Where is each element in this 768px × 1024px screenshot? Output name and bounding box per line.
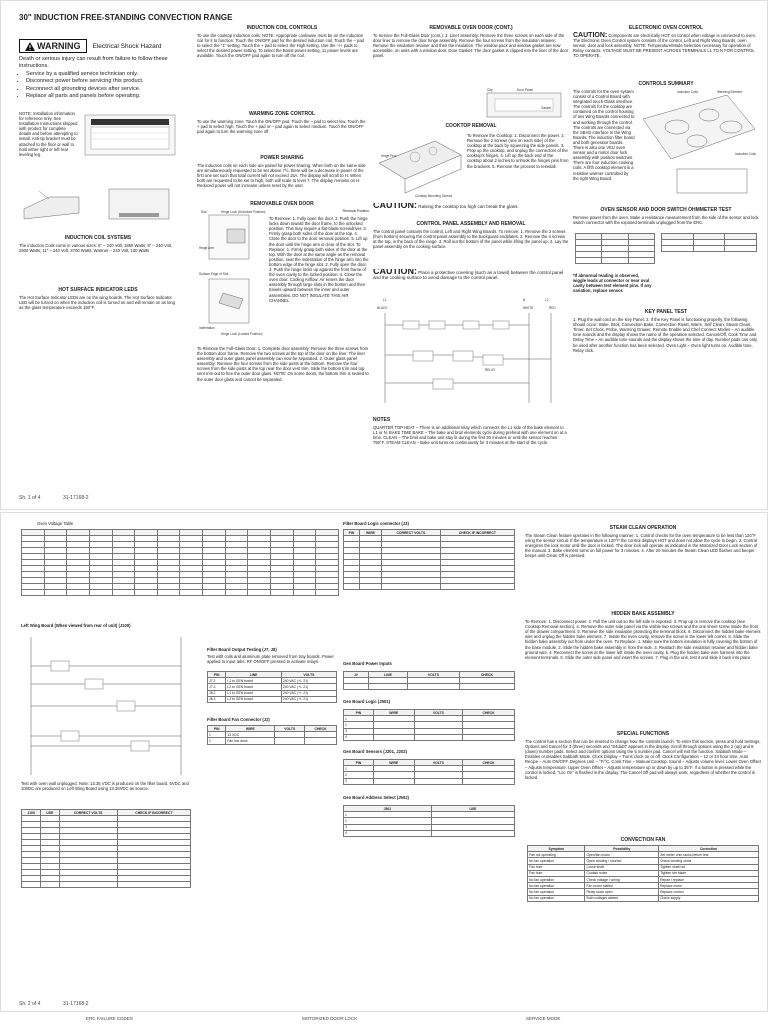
table-cell: Tighten shaft nut <box>659 864 759 870</box>
gen-sensors-table: PIN WIRE VOLTS CHECK 1 2 3 <box>343 759 515 785</box>
table-cell: Relay stuck open <box>585 889 659 895</box>
section-heading: SERVICE MODE <box>526 1016 561 1021</box>
shock-hazard-label: Electrical Shock Hazard <box>92 42 162 50</box>
warning-item: • Disconnect power before servicing this product. <box>26 78 174 85</box>
table-header: CORRECT VOLTS <box>59 810 117 816</box>
warming-zone-control: WARMING ZONE CONTROL To use the warming zone: Touch the ON/OFF pad. Touch the – pad to select low. Touch the + pad to select high. Touch the + pad or – pad again to select medium. Touch the ON/OFF pad again to turn the warming zone off. <box>197 111 366 135</box>
section-heading: STEAM CLEAN OPERATION <box>609 525 677 531</box>
wire-label: L2 <box>545 298 549 302</box>
table-cell <box>59 882 117 888</box>
coil-label: Warming Element <box>717 90 743 94</box>
table-header: PIN <box>344 530 360 536</box>
section-heading: CONVECTION FAN <box>620 837 666 843</box>
induction-coil-controls: INDUCTION COIL CONTROLS To use the cooktop induction coils: NOTE: Appropriate cookware must be on the induction coil for it to function. Touch the ON/OFF pad for the desired induction coil. Touch the – pad to select the "1" setting. Touch the + pad to select the High setting. Use the –/+ pads to select the desired power setting. To select the Boost power setting, 11 power levels are available. Touch the ON/OFF pad again to turn off the coil. <box>197 23 367 107</box>
left-wing-text: Test with oven wall unplugged. Note: 13.35 VDC is produced on the filter board. 5VDC and 100DC are produced on Left Wing Board using 13.35VDC as source. <box>21 781 189 792</box>
induction-coil-systems: INDUCTION COIL SYSTEMS The induction Coils come in various sizes: 6" – 240 Volt, 1850 Watts; 8" – 240 Volt, 2500 Watts; 11" – 240 Volt, 3700 Watts; Warmer – 240 Volt, 100 Watts <box>19 233 177 281</box>
table-header: Possibility <box>585 846 659 852</box>
table-row: 1 13 VDC <box>208 732 337 738</box>
table-cell <box>22 882 41 888</box>
control-panel-assembly: CONTROL PANEL ASSEMBLY AND REMOVAL The control panel contains the control, Left and Right Wing Boards. To remove: 1. Remove the 2 screws (from bottom) securing the control panel assembly to the backguard endplates. 2. Remove the 4 screws at the top, in the back of the range. 3. Roll out the bottom of the panel while lifting the panel up. 4. Lay the panel assembly on the cooking surface. <box>373 221 569 250</box>
section-heading: POWER SHARING <box>260 155 304 161</box>
section-heading: MOTORIZED DOOR LOCK <box>302 1016 358 1021</box>
warning-item: • Reconnect all grounding devices after service. <box>26 86 174 93</box>
table-cell: Open/fan motor <box>585 852 659 858</box>
door-label: Hinge Lock (Unlocked Position) <box>221 210 266 214</box>
steam-clean-operation: STEAM CLEAN OPERATION The Steam Clean feature operates in the following manner: 1. Control checks for the oven temperature to be less than 120°F using the sensor circuit. If the temperature is 120°F the control displays HOT and does not allow the cycle to begin. 2. Control energizes the lock motor until the door is locked. The door lock will operate as indicated in the Motorized Door Lock section of the manual. 3. Bake element turns on full power for 3 minutes. 4. After 20 minutes the Steam Clean LED flashes and beeper beeps until Clean Off is pressed. <box>525 523 761 605</box>
table-header: CORRECT VOLTS <box>381 530 440 536</box>
electronic-oven-control: ELECTRONIC OVEN CONTROL CAUTION: Components are electrically HOT on control when voltage is connected to oven. The Electronic Oven Control system consists of the control, Left and Right Wing Boards, oven sensor, door and lock assembly. NOTE: Temperature/Mode Selection necessary for operation of Relay contacts. VOLTAGE MUST BE PRESENT ACROSS TERMINALS L1 TO N FOR CONTROL TO OPERATE. <box>573 23 759 77</box>
section-heading: INDUCTION COIL CONTROLS <box>246 25 318 31</box>
hot-surface-leds: HOT SURFACE INDICATOR LEDS The Hot Surface Indicator LEDs are on the wing boards. The Hot Surface Indicator LED will be turned on when the induction coil is turned on and will remain on as long as the glass temperature exceeds 150°F. <box>19 285 177 325</box>
section-heading: CONTROLS SUMMARY <box>638 81 694 87</box>
table-row: J7.2 L1 to GEN board 240 VAC (+/- 21) <box>208 678 337 684</box>
wiring-diagram <box>373 293 569 415</box>
table-row: 2 Fan low drive <box>208 738 337 744</box>
table-cell <box>248 590 271 596</box>
table-header: CHECK IF INCORRECT <box>117 810 190 816</box>
filter-logic-table <box>343 529 515 590</box>
controls-summary-head <box>573 79 759 89</box>
table-cell <box>440 584 514 590</box>
removable-oven-door-cont: REMOVABLE OVEN DOOR (CONT.) To Service the Full-Glass Door (cont.): 3. Liner assembly: Remove the three screws on each side of the door liner to remove the door hinge assembly. Remove the four screws from the insulation retainer. Remove the insulation retainer and then the insulation. The window pack and window gasket are now accessible, on units with a window door. Door Gasket: The door gasket is clipped into the liner of the door panel. <box>373 25 569 59</box>
table-cell <box>203 590 226 596</box>
table-cell <box>180 590 203 596</box>
table-cell: No fan operation <box>528 876 585 882</box>
special-functions: SPECIAL FUNCTIONS The control has a section that can be entered to change how the controls launch. To enter this section, press and hold Settings, Options and Cancel for 3 (three) seconds and "S4dubt" appears in the display. Scroll through options using the 2 (up) and 8 (down) number pads. Select and confirm options using the 5 number pad. Cancel will exit the function. Sabbath Mode – Enables or disables Sabbath Mode. Clock Display – Turns clock on or off. Clock Configuration – 12 or 24 hour time. Auto Recipe – Auto ON/OFF. Degrees Unit – °F/°C. Cook Time – Manual Cooktop. Sound – Adjusts volume level. Lower Oven Offset – Adjusts temperature. Upper Oven Offset – Adjusts temperature up or down by up to 35°F. If a button is pressed while the control is locked, "Loc On" is flashed in the display. The Cancel Off pad will always work, regardless of whether the control is locked. <box>525 731 761 780</box>
warning-intro: Death or serious injury can result from failure to follow these instructions. <box>19 56 168 70</box>
table-cell <box>112 590 135 596</box>
hidden-bake-assembly: HIDDEN BAKE ASSEMBLY To Remove: 1. Disconnect power. 2. Pull the unit out so the left side is exposed. 3. Prop up or remove the cooktop (see Cooktop Removal section). 4. Remove the outer side panel via the visible two screws and the one sheet screw inside the front of the drawer compartment. 5. Remove the side insulation protecting the terminal block. 6. Disconnect the hidden bake element wire and unplug the hidden bake element. 7. Inside the oven cavity, remove the screw in the lower left corner. 8. Slide the hidden bake assembly out from under the oven. To Replace: 1. Make sure the bottom insulation is fully covering the bottom of the base module. 2. Slide the hidden bake assembly in from the side. 3. Reattach the side insulation retainer and hidden bake ground wire. 4. Reconnect the screw at the lower left inside the oven cavity. 5. Plug the hidden bake wire harness into the element terminals. 6. Slide the outer side panel and insert the screws. 7. Plug in the unit, test it and slide it back into place. <box>525 611 761 660</box>
table-cell: Check winding ohms <box>659 858 759 864</box>
warning-item: • Replace all parts and panels before operating. <box>26 93 174 100</box>
table-cell <box>271 590 294 596</box>
section-heading: CONTROL PANEL ASSEMBLY AND REMOVAL <box>416 221 526 227</box>
table-cell <box>381 584 440 590</box>
oven-voltage-table <box>21 529 339 596</box>
table-cell <box>41 882 59 888</box>
coil-label: Induction Coils <box>677 90 698 94</box>
wire-label: RED <box>549 306 556 310</box>
table-cell <box>135 590 158 596</box>
cooktop-label: Cooktop Mounting Screws <box>415 194 453 198</box>
table-cell <box>22 590 45 596</box>
wire-label: RELAY <box>485 368 496 372</box>
part-number: 31-17168-2 <box>63 495 89 501</box>
controls-summary: The controls for the oven system consist of a Control Board with integrated touch Glass interface. The controls for the cooktop are contained on the control housing of two Wing Boards connected to and working through the control. The controls are connected via the SBAD interface to the Wing Boards. The induction filter board and both generator boards. There is also one VEU oven sensor and a motor door lock assembly with position switches. There are four induction cooking coils. A fifth cooktop element is a resistive warmer controlled by the right Wing Board. <box>573 89 635 181</box>
cooktop-coils-diagram <box>637 89 759 199</box>
notes-block: NOTES QUARTER TOP HEAT – There is an additional relay which connects the L1 side of the bake element to L1 or N. BAKE TIME BAKE – The bake and broil elements cycle during preheat with one element on at a time. CLEAN – The broil and bake unit stay lit during the first 30 minutes or until the sensor reaches 750°F. STEAM CLEAN – Bake unit turns on continuously for 3 minutes at the start of the cycle. <box>373 415 569 485</box>
table-cell <box>225 590 248 596</box>
anti-tip-bracket-diagram <box>19 179 179 227</box>
table-cell <box>44 590 67 596</box>
gen-logic-table: PIN WIRE VOLTS CHECK 1 2 3 4 <box>343 709 515 741</box>
door-switch-table <box>661 233 757 252</box>
table-cell: Fan hum <box>528 870 585 876</box>
part-number: 31-17168-2 <box>63 1001 89 1007</box>
oven-voltage-table-head: Oven Voltage Table <box>37 521 74 526</box>
cooktop-diagram <box>375 133 465 201</box>
full-glass-door: To Remove the Full-Glass Door: 1. Complete door assembly: Remove the three screws from the bottom door frame. Remove the two screws at the top of the door on the liner. The liner assembly and outer glass panel assembly can now be separated. 2. Outer glass panel assembly: Remove the four screws from the side posts at the bottom. Remove the four screws from the side posts at the top near the door vent trim. Slide the bottom trim and top vent trim out to free the outer door glass. NOTE: On some doors, the bottom trim is sealed to the outer door glass and cannot be separated. <box>197 346 369 382</box>
removable-oven-door-head <box>197 199 367 209</box>
door-label: Hinge Lock (Locked Position) <box>221 332 263 336</box>
filter-logic-head: Filter Board Logic connector (J3) <box>343 521 409 526</box>
cooktop-removal: To Remove the Cooktop: 1. Disconnect the power. 2. Remove the 2 screws (one on each side) of the cooktop at the back by squeezing the side panels. 3. Prop up the cooktop, and unplug the connectors of the cooktop's hinges. 4. Lift up the back end of the cooktop about 2 inches to unhook the hinges pins from the brackets. 5. Remove the process to reinstall. <box>467 133 569 169</box>
table-cell: Tighten fan blade <box>659 870 759 876</box>
caution-cooktop: CAUTION: Raising the cooktop too high can break the glass. <box>373 203 519 210</box>
installation-note: NOTE: Installation information for reference only. See Installation Instructions shipped with product for complete details and before attempting to install. Anti-tip bracket must be attached to the floor or wall to hold either right or left rear leveling leg. <box>19 111 78 157</box>
section-heading: REMOVABLE OVEN DOOR <box>250 201 314 207</box>
table-cell: No fan operation <box>528 858 585 864</box>
section-heading: ERC FAILURE CODES <box>86 1016 133 1021</box>
table-cell <box>89 590 112 596</box>
left-wing-table <box>21 809 191 888</box>
table-cell: Fan motor stalled <box>585 883 659 889</box>
warning-label: WARNING <box>37 41 81 51</box>
section-heading: COOKTOP REMOVAL <box>445 123 497 129</box>
key-panel-test: KEY PANEL TEST 1. Plug the wall cord on the Key Panel. 2. If the Key Panel is functioning properly, the following should occur: Bake, Broil, Convection Bake, Convection Roast, Warm, Self Clean, Steam Clean, Timer, Set Clock, Probe, Warming Drawer, Remote Enable and Chef Connect Modes – An audible tone sounds and the display shows the name of the operation selected. Cancel/Off, Cook Time and Delay Time – An audible tone sounds and the display shows the time of day. Number pads can only be used after another function has been selected. Oven Light – Oven light turns on. Audible tone, Relay click. <box>573 309 758 353</box>
wire-label: N <box>523 298 526 302</box>
door-label: Hinge Arm <box>199 246 214 250</box>
section-heading: KEY PANEL TEST <box>644 309 688 315</box>
table-row <box>22 590 339 596</box>
gen-address-head: Gen Board Address Select (J502) <box>343 795 409 800</box>
table-cell: Check voltage / wiring <box>585 876 659 882</box>
page-title: 30" INDUCTION FREE-STANDING CONVECTION RANGE <box>19 13 233 22</box>
table-cell: Replace control <box>659 889 759 895</box>
caution-panel: CAUTION: Place a protective covering (such as a towel) between the control panel and the cooking surface to avoid damage to the control panel. <box>373 269 564 281</box>
sensor-note: *If abnormal reading is observed, wiggle leads at connector or near oval cavity between test element pins. If any variation, replace sensor. <box>573 273 652 294</box>
table-cell: Loose shaft <box>585 864 659 870</box>
table-row: J8.3 L2 to GEN board 240 VAC (+/- 21) <box>208 696 337 702</box>
gasket-label: Door Panel <box>517 88 533 92</box>
left-wing-wiring <box>21 631 191 781</box>
door-label: Slot <box>201 210 207 214</box>
table-header: CHECK IF INCORRECT <box>440 530 514 536</box>
table-cell <box>360 584 382 590</box>
oven-sensor-test: OVEN SENSOR AND DOOR SWITCH OHMMETER TEST Remove power from the oven. Make a resistance measurement from the side of the sensor and lock switch connector with the exposed terminals unplugged from the ERC. <box>573 207 759 226</box>
table-row: J8.2 L1 to GEN board 240 VAC (+/- 21) <box>208 690 337 696</box>
section-heading: ELECTRONIC OVEN CONTROL <box>628 25 704 31</box>
filter-output-table: PIN LINE VOLTS J7.2 L1 to GEN board 240 VAC (+/- 21) J7.3 L2 to GEN board 240 VAC (+/- 21) J8.2 L1 to GEN board 240 VAC (+/- 21) J8.3 L2 to GEN board 240 VAC (+/- 21) <box>207 671 337 703</box>
convection-fan-head <box>525 835 761 845</box>
section-heading: SPECIAL FUNCTIONS <box>616 731 670 737</box>
table-cell: Repair / replace <box>659 876 759 882</box>
section-heading: REMOVABLE OVEN DOOR (CONT.) <box>429 25 513 31</box>
table-header: Correction <box>659 846 759 852</box>
table-row <box>528 895 759 901</box>
table-header: J100 <box>22 810 41 816</box>
warning-triangle-icon <box>25 42 35 51</box>
gen-address-table: J502 USE 1 2 3 4 <box>343 805 515 837</box>
gen-input-head: Gen Board Power Inputs <box>343 661 392 666</box>
table-cell <box>117 882 190 888</box>
coil-label: Induction Coils <box>735 152 756 156</box>
left-wing-board-head: Left Wing Board (When viewed from rear of unit) (J100) <box>21 623 131 628</box>
convection-fan-table <box>527 845 759 902</box>
table-header: Symptom <box>528 846 585 852</box>
table-cell <box>157 590 180 596</box>
warning-badge <box>19 39 87 53</box>
anti-tip-diagram <box>83 113 178 183</box>
wire-label: BLACK <box>377 306 388 310</box>
fan-connector-head: Filter Board Fan Connector (J2) <box>207 717 270 722</box>
section-heading: NOTES <box>373 417 391 423</box>
table-header: USE <box>41 810 59 816</box>
power-sharing: POWER SHARING The induction coils on each side are paired for power sharing. When both on the same side are simultaneously requested to be set above 7½, there will be a decrease in power of the first one set such that total current will not exceed 15A. The display will scroll to H. When both are requested to be set to high, both will scale to level 7. The display remains on H. Reduced power will not increase unless reset by the user. <box>197 155 366 189</box>
fan-connector-table: PIN WIRE VOLTS CHECK 1 13 VDC 2 Fan low drive <box>207 725 337 745</box>
door-gasket-diagram <box>481 85 567 121</box>
section-heading: HOT SURFACE INDICATOR LEDS <box>58 287 138 293</box>
gasket-label: Gasket <box>541 106 552 110</box>
table-cell: Both voltages absent <box>585 895 659 901</box>
gasket-label: Clip <box>487 88 493 92</box>
section-heading: INDUCTION COIL SYSTEMS <box>64 235 132 241</box>
wire-label: WHITE <box>523 306 534 310</box>
table-header: WIRE <box>360 530 382 536</box>
section-heading: WARMING ZONE CONTROL <box>248 111 316 117</box>
cooktop-removal-head <box>373 121 569 131</box>
table-cell <box>67 590 90 596</box>
section-heading: HIDDEN BAKE ASSEMBLY <box>611 611 675 617</box>
table-row <box>344 584 515 590</box>
removable-oven-door: Removal Position To Remove: 1. Fully open the door. 2. Push the hinge locks down toward the door frame, to the unlocked position. This may require a flat-blade screwdriver. 3. Firmly grasp both sides of the door at the top. 4. Close the door to the door removal position. 5. Lift up the door until the hinge arm is clear of the slot. To Replace: 1. Firmly grasp both sides of the door at the top. With the door at the same angle as the removal position, seat the indentation of the hinge arm into the bottom edge of the hinge slot. 2. Fully open the door. 3. Push the hinge locks up against the front frame of the oven cavity to the locked position. 4. Close the oven door. Cooling Airflow: Air enters the door assembly through large slots in the bottom and then travels upward between the inner and outer assemblies. DO NOT INSULATE THIS AIR CHANNEL. <box>269 209 369 303</box>
door-label: Surface Edge of Slot <box>199 272 229 276</box>
sensor-table <box>575 233 655 264</box>
gen-logic-head: Gen Board Logic (J501) <box>343 699 391 704</box>
section-heading: OVEN SENSOR AND DOOR SWITCH OHMMETER TEST <box>600 207 732 213</box>
table-cell: Contact noise <box>585 870 659 876</box>
sheet-3 <box>0 1014 768 1024</box>
door-hinge-diagram <box>199 209 271 339</box>
table-row <box>22 882 191 888</box>
table-cell: Check supply <box>659 895 759 901</box>
sheet-2 <box>0 512 768 1012</box>
table-cell: Open winding / shorted <box>585 858 659 864</box>
table-cell: Fan not operating <box>528 852 585 858</box>
table-cell <box>344 584 360 590</box>
table-cell: Set meter ohm ranks before test <box>659 852 759 858</box>
table-cell: No fan operation <box>528 895 585 901</box>
sheet-number: Sh. 1 of 4 <box>19 495 41 501</box>
table-cell: No fan operation <box>528 883 585 889</box>
gen-input-table: J# LINE VOLTS CHECK <box>343 671 515 690</box>
filter-output-text: Filter Board Output Testing (J7, J8) Test with coils and aluminum plate removed from tray boards. Power applied to input tabs. RF ON/OFF pressed to activate relays. <box>207 647 334 665</box>
sheet-number: Sh. 2 of 4 <box>19 1001 41 1007</box>
cooktop-label: Hinge Pins <box>381 154 397 158</box>
table-row: J7.3 L2 to GEN board 240 VAC (+/- 21) <box>208 684 337 690</box>
sheet-1 <box>0 0 768 510</box>
warning-block <box>19 39 162 53</box>
table-cell: No fan operation <box>528 889 585 895</box>
gen-sensors-head: Gen Board Sensors (J201, J202) <box>343 749 408 754</box>
table-cell <box>293 590 316 596</box>
warning-item: • Service by a qualified service technician only. <box>26 71 174 78</box>
table-cell <box>316 590 339 596</box>
table-cell: Fan hum <box>528 864 585 870</box>
wire-label: L1 <box>383 298 387 302</box>
door-label: Indentation <box>199 326 215 330</box>
table-cell: Replace motor <box>659 883 759 889</box>
warning-text <box>19 56 174 100</box>
